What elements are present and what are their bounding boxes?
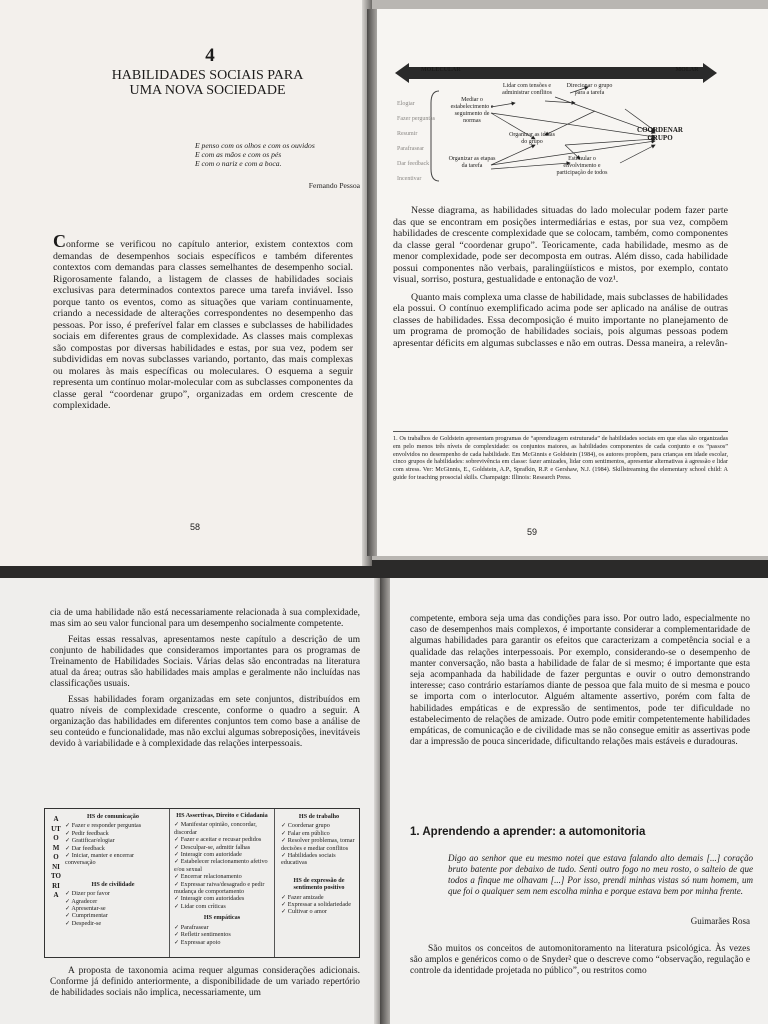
skill-item: ✓ Iniciar, manter e encerrar conversação [65,852,161,867]
skill-item: ✓ Interagir com autoridades [174,895,270,902]
skills-table-box [44,808,360,958]
body-paragraph: Nesse diagrama, as habilidades situadas do lado molecular podem fazer parte das que se encontram em posições intermediárias e estas, por sua vez, compõem habilidades de crescente complexidade que se colocam, também, como componentes da classe geral “coordenar grupo”. Teoricamente, cada habilidade, mesmo as de menor complexidade, pode ser decomposta em outras. Além disso, cada habilidade possui componentes não verbais, paralingüísticos e mistos, por exemplo, contato visual, sorriso, postura, gestualidade e entonação de voz¹. [393,205,728,285]
body-text [50,608,360,750]
body-text [53,231,353,412]
diagram-side-list [397,97,447,187]
diagram-node-direcionar: Direcionar o grupo para a tarefa [566,83,613,96]
diagram-label-molar: MOLAR [675,67,699,73]
body-paragraph: cia de uma habilidade não está necessariamente relacionada à sua complexidade, mas sim ao seu valor funcional para um desempenho socialmente competente. [50,608,360,629]
diagram-side-item: Parafrasear [397,146,424,152]
skill-item: ✓ Despedir-se [65,920,161,927]
diagram-side-item: Elogiar [397,101,415,107]
skill-item: ✓ Estabelecer relacionamento afetivo e/ou sexual [174,858,270,873]
skill-item: ✓ Dizer por favor [65,890,161,897]
group-title: HS de expressão de sentimento positivo [293,876,345,892]
skill-item: ✓ Expressar a solidariedade [281,901,357,908]
diagram-side-item: Resumir [397,131,418,137]
body-paragraph: A proposta de taxonomia acima requer algumas considerações adicionais. Conforme já definido anteriormente, a disponibilidade de um variado repertório de habilidades sociais não implica, necessariamente, um [50,966,360,998]
column-left [65,813,161,927]
skill-item: ✓ Resolver problemas, tomar decisões e mediar conflitos [281,837,357,852]
automonitoria-vertical-label: AUTOMONITORIA [51,815,61,899]
diagram-side-item: Incentivar [397,176,422,182]
diagram-label-molecular: MOLECULAR [421,67,461,73]
diagram-node-organizar-etapas: Organizar as etapas da tarefa [448,156,496,169]
body-text [393,205,728,349]
skill-item: ✓ Apresentar-se [65,905,161,912]
diagram-node-lidar: Lidar com tensões e administrar conflitos [502,83,552,96]
epigraph-line: E com o nariz e com a boca. [195,159,282,169]
skill-item: ✓ Encerrar relacionamento [174,873,270,880]
page-59 [367,9,768,556]
skill-item: ✓ Cultivar o amor [281,908,357,915]
page-number: 59 [527,527,538,537]
chapter-number: 4 [205,45,215,66]
skill-item: ✓ Fazer e responder perguntas [65,822,161,829]
group-title: HS empáticas [203,914,241,922]
skill-item: ✓ Parafrasear [174,924,270,931]
skill-item: ✓ Desculpar-se, admitir falhas [174,844,270,851]
skill-item: ✓ Coordenar grupo [281,822,357,829]
section-heading: 1. Aprendendo a aprender: a automonitoria [410,826,646,838]
body-paragraph: Quanto mais complexa uma classe de habilidade, mais subclasses de habilidades ela possui. O contínuo exemplificado acima pode ser aplicado na análise de outras classes de habilidades. Essa decomposição é muito importante no planejamento de um programa de promoção de habilidades sociais, pois algumas pessoas podem apresentar déficits em algumas subclasses e não em outras. Dessa maneira, a relevân- [393,291,728,349]
epigraph-line: E com as mãos e com os pés [195,150,282,160]
epigraph-author: Guimarães Rosa [690,916,750,926]
column-middle [169,809,275,957]
page-58 [0,0,372,566]
body-paragraph: Feitas essas ressalvas, apresentamos neste capítulo a descrição de um conjunto de habilidades que consideramos importantes para os programas de Treinamento de Habilidades Sociais. Várias delas são encontradas na literatura atual da área; outras são habilidades mais amplas e geralmente não incluídas nas classificações usuais. [50,635,360,689]
diagram-side-item: Dar feedback [397,161,430,167]
skill-item: ✓ Falar em público [281,830,357,837]
skill-item: ✓ Refletir sentimentos [174,931,270,938]
body-paragraph: competente, embora seja uma das condições para isso. Por outro lado, especialmente no caso de desempenhos mais complexos, é importante considerar a complementaridade de algumas habilidades para garantir os efeitos que caracterizam a competência social e a qualidade das relações interpessoais. Por exemplo, considerando-se o desempenho de manter conversação, não basta a habilidade de falar de si mesmo; é importante que esta seja acompanhada da habilidade de fazer perguntas e ouvir o outro demonstrando interesse; caso contrário estaríamos diante de pessoa que fala muito de si mesma e pouco se importa com o interlocutor. Alguém altamente assertivo, porém com falta de habilidades empáticas e de expressão de sentimentos, pode ter dificuldade no estabelecimento de relações de amizade. Outro pode emitir competentemente habilidades empáticas, de comunicação e de civilidade mas se não consegue emitir as assertivas pode dar a impressão de pouca sinceridade, dificultando relações mais estáveis e duradouras. [410,614,750,748]
footnote: 1. Os trabalhos de Goldstein apresentam programas de “aprendizagem estruturada” de habilidades sociais em que elas são organizadas em pelo menos três níveis de complexidade: os conjuntos maiores, as habilidades componentes de cada conjunto e os “passos” envolvidos no desempenho de cada habilidade. Em McGinnis e Goldstein (1984), os autores propõem, para crianças em idade escolar, cinco grupos de habilidades: sobrevivência em classe: fazer amizades, lidar com sentimentos, apresentar alternativas à agressão e lidar com stress. Ver: McGinnis, E., Goldstein, A.P., Sprafkin, R.P. e Gershaw, N.J. (1984). Skillstreaming the elementary school child: A guide for teaching prosocial skills. Champaign: Illinois: Research Press. [393,431,728,482]
group-title: HS de comunicação [87,813,139,820]
body-paragraph: Essas habilidades foram organizadas em sete conjuntos, distribuídos em quatro níveis de complexidade crescente, conforme o quadro a seguir. A organização das habilidades em diferentes conjuntos tem como base a análise de seu conteúdo e funcionalidade, mas não exclui algumas sobreposições, inevitáveis devido à variabilidade e à complexidade das relações interpessoais. [50,695,360,749]
group-title: HS de trabalho [298,813,340,820]
diagram-node-organizar-ideias: Organizar as ideias do grupo [509,132,555,145]
diagram-node-estimular: Estimular o envolvimento e participação de todos [556,156,608,176]
page-number: 58 [190,522,201,532]
page-60 [0,578,384,1024]
skill-item: ✓ Expressar apoio [174,939,270,946]
page-61 [380,578,768,1024]
epigraph-line: E penso com os olhos e com os ouvidos [195,141,315,150]
skill-item: ✓ Expressar raiva/desagrado e pedir mudança de comportamento [174,881,270,896]
skill-item: ✓ Habilidades sociais educativas [281,852,357,867]
skill-item: ✓ Manifestar opinião, concordar, discordar [174,821,270,836]
body-paragraph: São muitos os conceitos de automonitoramento na literatura psicológica. Às vezes são amplos e genéricos como o de Snyder² que o descreve como “observação, regulação e controle da identidade projetada no público”, ou restritos como [410,944,750,977]
group-title: HS Assertivas, Direito e Cidadania [176,812,268,819]
page-gutter-shadow [367,9,377,556]
skill-item: ✓ Fazer e aceitar e recusar pedidos [174,836,270,843]
skill-item: ✓ Pedir feedback [65,830,161,837]
section-epigraph: Digo ao senhor que eu mesmo notei que estava falando alto demais [...] coração bruto batente por debaixo de tudo. Senti outro fogo no meu rosto, o salteio de que todos a finque me olhavam [...] Por isso, prendi minhas vistas só num homem, um que foi o qualquer sem nem escolha minha e porque estava bem por minha frente. [448,853,753,896]
diagram-side-item: Fazer perguntas [397,116,436,122]
skill-item: ✓ Lidar com críticas [174,903,270,910]
column-right [281,813,357,916]
body-paragraph: onforme se verificou no capítulo anterior, existem contextos com demandas de desempenhos sociais específicos e também diferentes contextos com demandas para classes semelhantes de desempenho social. Rigorosamente falando, a listagem de classes de habilidades sociais exclusivas para determinados contextos parece uma tarefa inviável. Isso porque tanto os eventos, como as situações que variam continuamente, criando a necessidade de alterações correspondentes no desempenho das pessoas. Por isso, é preferível falar em classes e subclasses de habilidades sociais em diferentes graus de complexidade. As classes mais complexas são compostas por diversas habilidades e estas, por sua vez, podem ser subdivididas em novas subclasses variando, portanto, das mais complexas ou molares às mais específicas ou moleculares. O esquema a seguir representa um contínuo molar-molecular com as subclasses componentes da classe geral “coordenar grupo”, organizadas em ordem crescente de complexidade. [53,239,353,411]
epigraph [195,141,360,169]
skill-item: ✓ Interagir com autoridade [174,851,270,858]
epigraph-author: Fernando Pessoa [308,181,360,190]
skill-item: ✓ Gratificar/elogiar [65,837,161,844]
page-gutter-shadow [380,578,390,1024]
diagram-node-coordenar-grupo: COORDENAR GRUPO [637,126,683,142]
chapter-title: HABILIDADES SOCIAIS PARA UMA NOVA SOCIEDADE [111,68,304,98]
skill-item: ✓ Cumprimentar [65,912,161,919]
group-title: HS de civilidade [91,880,135,888]
skill-item: ✓ Fazer amizade [281,894,357,901]
diagram-node-mediar: Mediar o estabelecimento e seguimento de normas [450,97,494,124]
skill-item: ✓ Agradecer [65,898,161,905]
drop-cap: C [53,231,66,251]
skill-item: ✓ Dar feedback [65,845,161,852]
